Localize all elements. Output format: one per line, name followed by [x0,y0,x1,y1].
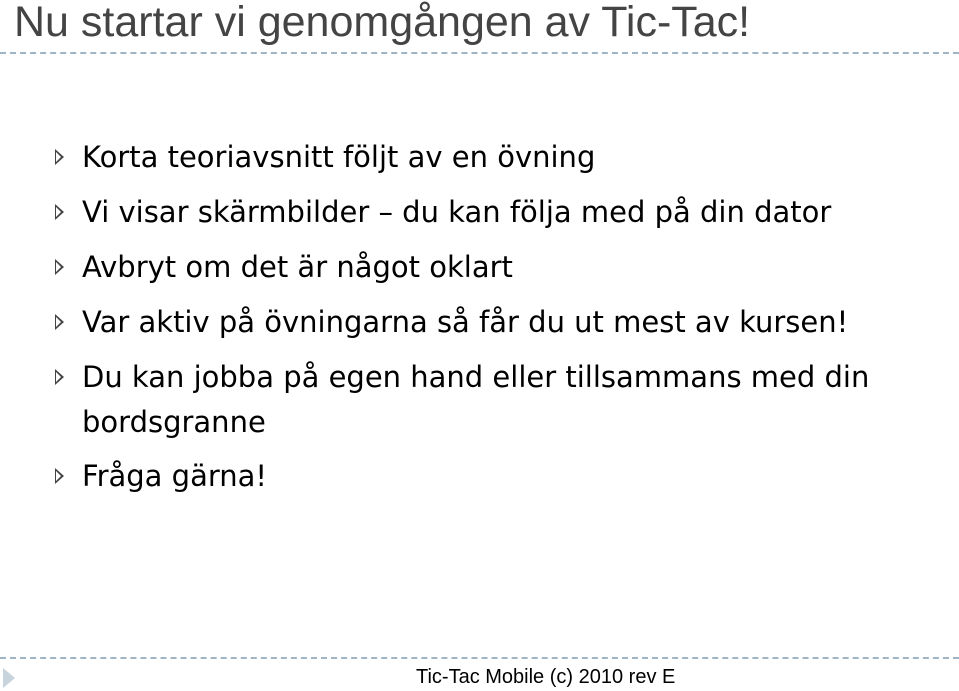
triangle-bullet-icon [55,468,64,484]
bottom-divider [0,657,959,659]
slide-title: Nu startar vi genomgången av Tic-Tac! [14,0,751,46]
triangle-bullet-icon [55,314,64,330]
footer-text: Tic-Tac Mobile (c) 2010 rev E [416,666,676,688]
bullet-text: Korta teoriavsnitt följt av en övning [82,140,596,174]
bullet-text: Avbryt om det är något oklart [82,250,513,284]
bullet-text-continuation: bordsgranne [82,405,266,439]
footer-arrow-icon [3,668,15,688]
bullet-text: Fråga gärna! [82,459,268,493]
triangle-bullet-icon [55,369,64,385]
triangle-bullet-icon [55,204,64,220]
bullet-text: Du kan jobba på egen hand eller tillsammans med din [82,360,870,394]
bullet-text: Vi visar skärmbilder – du kan följa med på din dator [82,195,832,229]
triangle-bullet-icon [55,259,64,275]
bullet-text: Var aktiv på övningarna så får du ut mest av kursen! [82,305,849,339]
triangle-bullet-icon [55,149,64,165]
